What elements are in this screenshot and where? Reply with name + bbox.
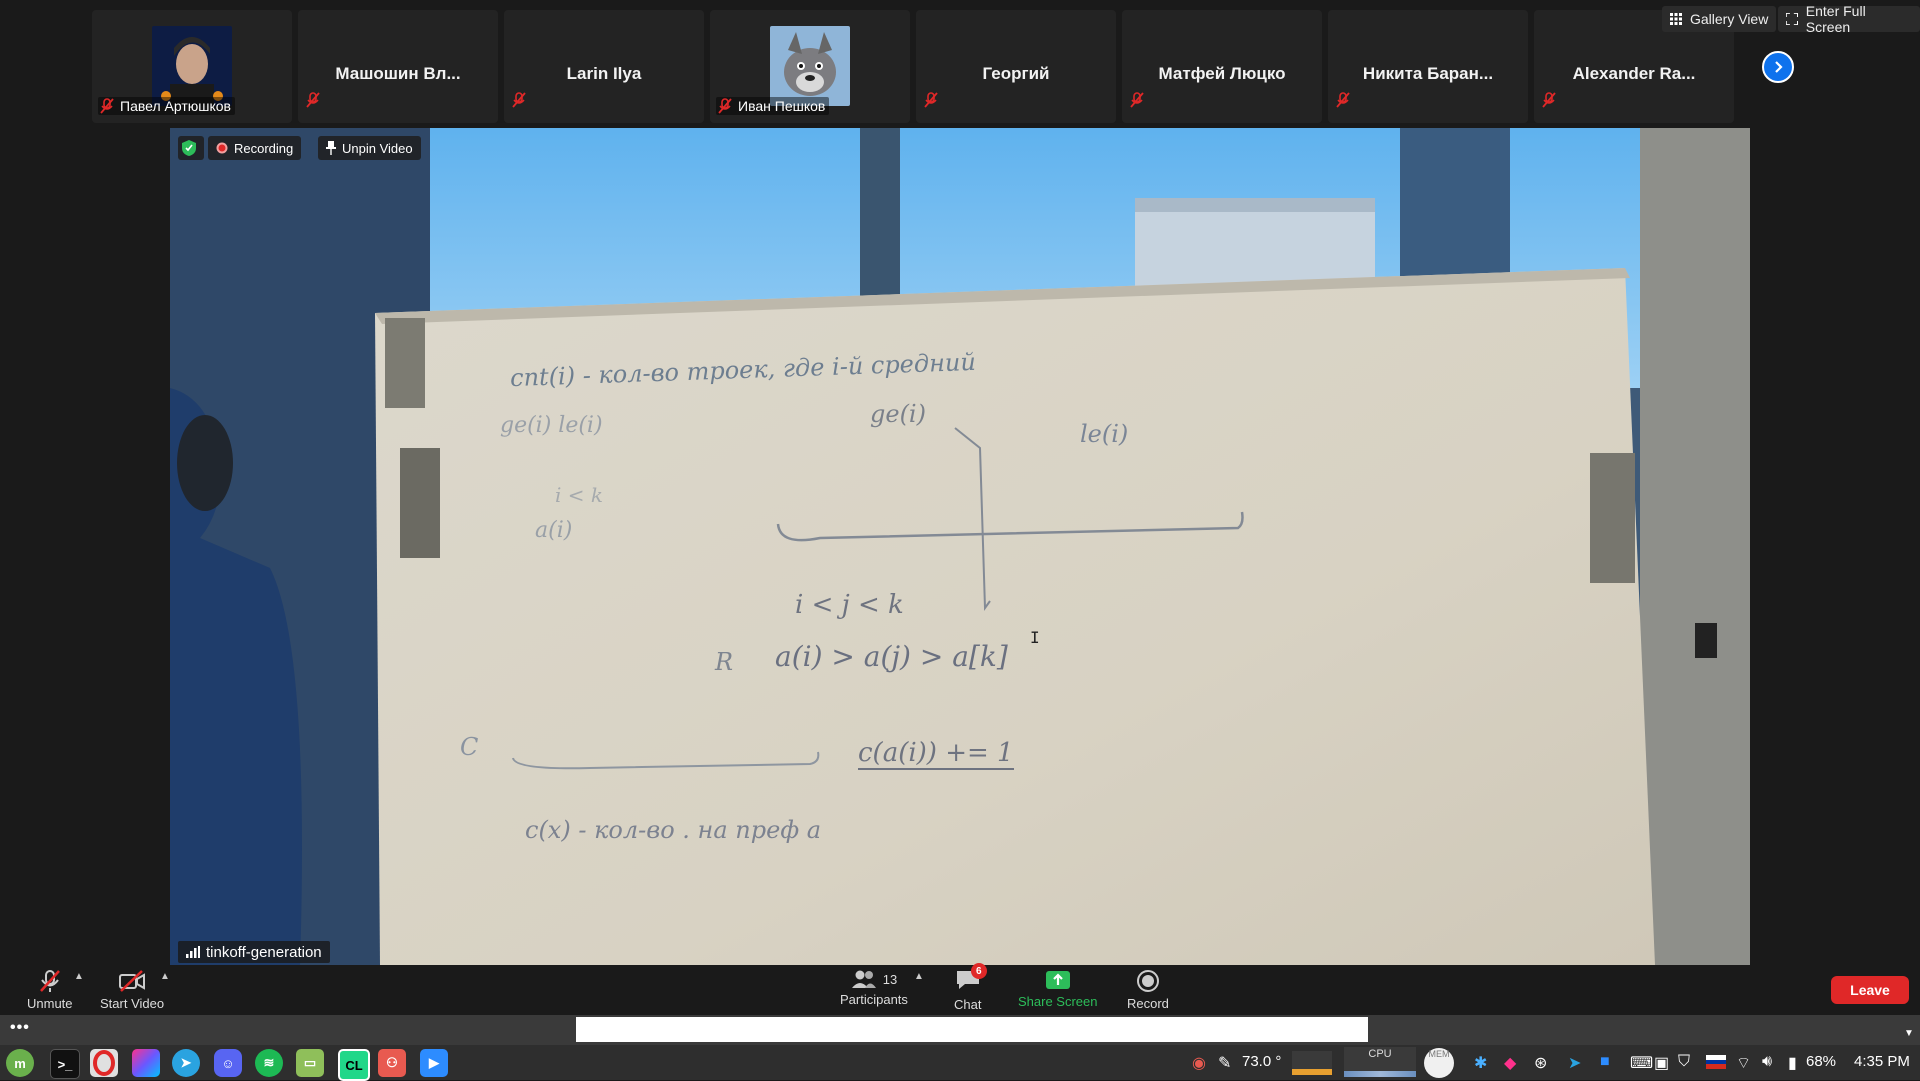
- volume-icon[interactable]: 🔊︎: [1762, 1053, 1773, 1070]
- board-line: ge(i) le(i): [500, 413, 603, 438]
- more-options-icon[interactable]: •••: [10, 1019, 30, 1036]
- linux-mint-menu-icon[interactable]: m: [6, 1049, 34, 1077]
- cpu-label: CPU: [1368, 1048, 1392, 1060]
- leave-button[interactable]: Leave: [1831, 976, 1909, 1004]
- full-screen-label: Enter Full Screen: [1805, 3, 1866, 35]
- mem-label: MEM: [1428, 1049, 1450, 1059]
- scroll-down-arrow-icon[interactable]: ▼: [1904, 1028, 1914, 1039]
- bluetooth-icon[interactable]: ✱: [1474, 1055, 1488, 1072]
- fullscreen-icon: [1786, 13, 1798, 25]
- recording-label: Recording: [234, 140, 294, 156]
- thermometer-icon: ✎: [1218, 1055, 1232, 1072]
- jetbrains-toolbox-icon[interactable]: [132, 1049, 160, 1077]
- participant-strip: [0, 0, 1920, 127]
- cpu-graph: [1344, 1047, 1416, 1077]
- recording-indicator[interactable]: [208, 136, 301, 160]
- signal-bars-icon: [186, 946, 200, 958]
- main-video[interactable]: [170, 128, 1750, 965]
- unpin-label: Unpin Video: [342, 140, 413, 156]
- board-line: ge(i): [870, 400, 926, 428]
- zoom-tray-icon[interactable]: ■: [1600, 1053, 1610, 1070]
- speaker-name: tinkoff-generation: [206, 943, 322, 961]
- participants-button[interactable]: [840, 969, 908, 1007]
- participants-options-caret[interactable]: ▲: [914, 971, 924, 982]
- participants-count: 13: [882, 971, 898, 987]
- speaker-name-label: [178, 941, 330, 963]
- scrollbar-thumb[interactable]: [576, 1017, 1368, 1042]
- video-off-icon: [118, 969, 146, 993]
- memory-graph: [1424, 1048, 1454, 1078]
- muted-mic-icon: [1336, 92, 1350, 113]
- participant-tile[interactable]: [1122, 10, 1322, 123]
- board-line: cnt(i) - кол-во троек, где i-й средний: [509, 347, 977, 393]
- clion-icon[interactable]: CL: [338, 1049, 370, 1081]
- share-screen-button[interactable]: [1018, 969, 1098, 1009]
- wifi-icon[interactable]: ⌔: [1736, 1055, 1752, 1072]
- share-screen-icon: [1045, 969, 1071, 991]
- participant-name: Машошин Вл...: [335, 64, 461, 83]
- record-icon: [1136, 969, 1160, 993]
- board-line: c(a(i)) += 1: [858, 738, 1014, 768]
- participant-name: Alexander Ra...: [1572, 64, 1696, 83]
- participant-tile[interactable]: [298, 10, 498, 123]
- keyboard-tray-icon[interactable]: ⌨: [1630, 1055, 1654, 1072]
- board-line: le(i): [1080, 420, 1129, 448]
- participant-name: Larin Ilya: [566, 64, 642, 83]
- chat-badge: 6: [971, 963, 987, 979]
- video-options-caret[interactable]: ▲: [160, 971, 170, 982]
- participant-video: [152, 26, 232, 106]
- steam-icon[interactable]: ⊛: [1534, 1055, 1548, 1072]
- board-drawings: [170, 128, 1750, 965]
- location-icon[interactable]: ◉: [1192, 1055, 1206, 1072]
- clock[interactable]: 4:35 PM: [1854, 1053, 1910, 1070]
- board-line: c(x) - кол-во . на преф a: [525, 816, 822, 844]
- full-screen-button[interactable]: [1778, 3, 1920, 35]
- board-line: C: [460, 733, 479, 761]
- spotify-icon[interactable]: ≋: [255, 1049, 283, 1077]
- muted-mic-icon: [38, 969, 62, 993]
- participants-label: Participants: [840, 992, 908, 1007]
- muted-mic-icon: [718, 98, 732, 114]
- audio-options-caret[interactable]: ▲: [74, 971, 84, 982]
- muted-mic-icon: [1542, 92, 1556, 113]
- zoom-icon[interactable]: ▶: [420, 1049, 448, 1077]
- muted-mic-icon: [100, 98, 114, 114]
- participant-name: Павел Артюшков: [120, 98, 231, 114]
- muted-mic-icon: [306, 92, 320, 113]
- participant-tile[interactable]: [710, 10, 910, 123]
- participant-tile[interactable]: [504, 10, 704, 123]
- chevron-right-icon: [1771, 60, 1785, 74]
- record-label: Record: [1127, 996, 1169, 1011]
- participant-tile[interactable]: [916, 10, 1116, 123]
- encryption-shield[interactable]: [178, 136, 204, 160]
- grid-icon: [1670, 13, 1682, 25]
- muted-mic-icon: [1130, 92, 1144, 113]
- participant-name: Иван Пешков: [738, 98, 826, 114]
- participant-video: [770, 26, 850, 106]
- board-line: i < j < k: [795, 590, 904, 620]
- board-line: a(i) > a(j) > a[k]: [775, 640, 1008, 673]
- system-taskbar: [0, 1045, 1920, 1080]
- pin-icon: [326, 141, 336, 155]
- record-dot-icon: [216, 142, 228, 154]
- next-participants-button[interactable]: [1762, 51, 1794, 83]
- temp-graph: [1292, 1051, 1332, 1075]
- participant-tile[interactable]: [1328, 10, 1528, 123]
- unmute-label: Unmute: [27, 996, 73, 1011]
- battery-percent: 68%: [1806, 1053, 1837, 1070]
- participant-name: Георгий: [982, 64, 1050, 83]
- clipboard-icon[interactable]: ▣: [1654, 1055, 1670, 1072]
- shield-icon: [182, 140, 196, 156]
- shield-tray-icon[interactable]: ⛉: [1678, 1053, 1691, 1070]
- terminal-icon[interactable]: >_: [50, 1049, 80, 1079]
- chat-label: Chat: [954, 997, 982, 1012]
- unpin-video-button[interactable]: [318, 136, 421, 160]
- participant-name: Матфей Люцко: [1158, 64, 1286, 83]
- board-line: a(i): [535, 518, 573, 543]
- unmute-button[interactable]: [27, 969, 73, 1011]
- participants-icon: [851, 969, 877, 989]
- horizontal-scrollbar[interactable]: [0, 1015, 1920, 1045]
- participant-label: [98, 97, 235, 115]
- jetbrains-tray-icon[interactable]: ◆: [1504, 1055, 1517, 1072]
- telegram-icon[interactable]: ➤: [172, 1049, 200, 1077]
- temperature-readout: 73.0 °: [1242, 1053, 1282, 1070]
- gallery-view-button[interactable]: [1662, 6, 1776, 32]
- record-button[interactable]: [1127, 969, 1169, 1011]
- gallery-view-label: Gallery View: [1690, 11, 1769, 27]
- muted-mic-icon: [924, 92, 938, 113]
- meld-icon[interactable]: ⚇: [378, 1049, 406, 1077]
- board-line: R: [715, 648, 734, 676]
- muted-mic-icon: [512, 92, 526, 113]
- participant-tile[interactable]: [92, 10, 292, 123]
- start-video-button[interactable]: [100, 969, 164, 1011]
- participant-name: Никита Баран...: [1362, 64, 1494, 83]
- files-icon[interactable]: ▭: [296, 1049, 324, 1077]
- battery-icon[interactable]: ▮: [1788, 1055, 1797, 1072]
- discord-icon[interactable]: ☺: [214, 1049, 242, 1077]
- telegram-tray-icon[interactable]: ➤: [1568, 1055, 1582, 1072]
- meeting-toolbar: [0, 965, 1920, 1015]
- chat-button[interactable]: [954, 965, 982, 1012]
- opera-icon[interactable]: [90, 1049, 118, 1077]
- participant-label: [716, 97, 829, 115]
- share-screen-label: Share Screen: [1018, 994, 1098, 1009]
- text-cursor-icon: Ι: [1030, 628, 1040, 647]
- language-flag-icon[interactable]: [1706, 1055, 1726, 1069]
- start-video-label: Start Video: [100, 996, 165, 1011]
- board-line: i < k: [555, 483, 603, 507]
